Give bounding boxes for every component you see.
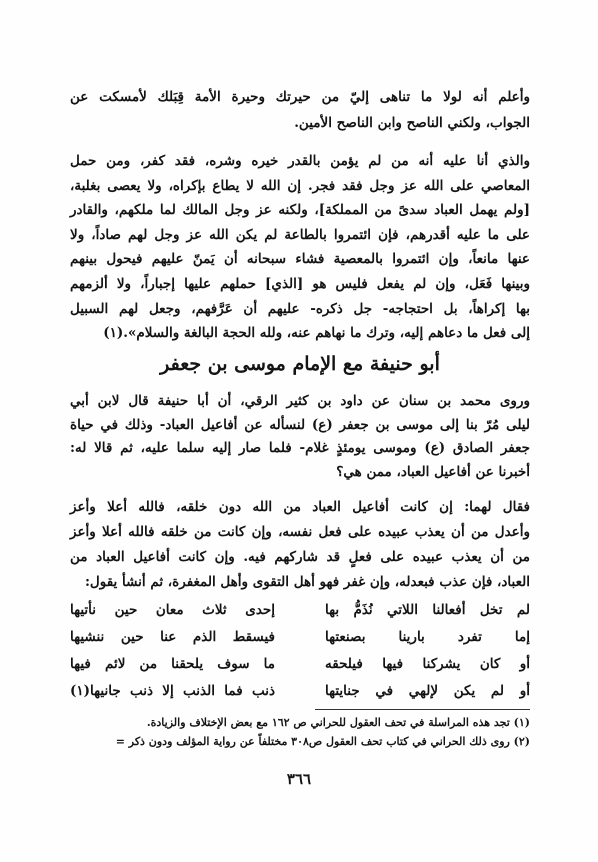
text-line: وبينها فَعَل، وإن لم يفعل فليس هو [الذي] حملهم عليها إجباراً، ولا ألزمهم [70,275,530,292]
text-line: [ولم يهمل العباد سدىً من المملكة]، ولكنه عز وجل المالك لما ملكهم، والقادر [70,202,530,219]
text-line: بها إكراهاً، بل احتجاجه- جل ذكره- عليهم أن عَرَّفهم، وجعل لهم السبيل [70,300,530,317]
text-line: المعاصي على الله عز وجل فقد فجر. إن الله لا يطاع بإكراه، ولا يعصى بغلبة، [70,177,530,194]
paragraph-answer [70,495,530,595]
verse-first-hemistich: أو لم يكن لإلهي في جنايتها [325,683,530,699]
text-line: إلى فعل ما دعاهم إليه، وترك ما نهاهم عنه، ولله الحجة البالغة والسلام».(١) [103,325,530,342]
text-line: عنها مانعاً، وإن ائتمروا بالمعصية فشاء سبحانه أن يَمنّ عليهم فيحول بينهم [70,251,530,268]
text-line: وروى محمد بن سنان عن داود بن كثير الرقي، أن أبا حنيفة قال لابن أبي [70,393,530,409]
text-line: وأعلم أنه لولا ما تناهى إليّ من حيرتك وحيرة الأمة قِبَلك لأمسكت عن [70,89,530,105]
verse-first-hemistich: لم تخل أفعالنا اللاتي نُذَمُّ بها [325,602,530,618]
footnote: (١) تجد هذه المراسلة في تحف العقول للحراني ص ١٦٢ مع بعض الإختلاف والزيادة. [146,716,530,729]
text-line: العباد، فإن عذب فبعدله، وإن غفر فهو أهل التقوى وأهل المغفرة، ثم أنشأ يقول: [84,574,530,590]
verse-second-hemistich: ما سوف يلحقنا من لائم فيها [70,656,275,672]
paragraph-creed [70,149,530,346]
footnotes [60,713,530,751]
footnote-separator [315,709,530,710]
poem-verse [70,597,530,624]
verse-first-hemistich: أو كان يشركنا فيها فيلحقه [325,656,530,672]
verse-second-hemistich: إحدى ثلاث معان حين نأتيها [70,602,275,618]
text-line: جعفر الصادق (ع) وموسى يومئذٍ غلام- فلما صار إليه سلما عليه، ثم قالا له: [70,440,530,456]
verse-second-hemistich: ذنب فما الذنب إلا ذنب جانيها(١) [70,683,275,699]
verse-second-hemistich: فيسقط الذم عنا حين ننشيها [70,629,275,645]
poem-verse [70,678,530,705]
text-line: ليلى مُرّ بنا إلى موسى بن جعفر (ع) لنسأله عن أفاعيل العباد- وذلك في حياة [70,416,530,433]
text-line: من أن يعذب عبيده على فعلٍ قد شاركهم فيه. وإن كانت أفاعيل العباد من [70,549,530,565]
text-line: والذي أنا عليه أنه من لم يؤمن بالقدر خيره وشره، فقد كفر، ومن حمل [70,153,530,169]
text-line: أخبرنا عن أفاعيل العباد، ممن هي؟ [336,463,530,480]
text-line: على ما عليه أقدرهم، فإن ائتمروا بالطاعة لم يكن الله عز وجل لهم صاداً، ولا [70,226,530,243]
footnote: (٢) روى ذلك الحراني في كتاب تحف العقول ص٣٠٨ مختلفاً عن رواية المؤلف ودون ذكر = [115,735,530,748]
poem-verse [70,624,530,651]
verse-first-hemistich: إما تفرد بارينا بصنعتها [325,629,530,645]
text-line: فقال لهما: إن كانت أفاعيل العباد من الله دون خلقه، فالله أعلا وأعز [70,499,530,515]
poem [70,597,530,705]
section-heading: أبو حنيفة مع الإمام موسى بن جعفر [160,353,440,375]
poem-verse [70,651,530,678]
paragraph-letter-end [70,84,530,136]
paragraph-narration [70,390,530,484]
page-number: ٣٦٦ [286,770,312,788]
text-line: وأعدل من أن يعذب عبيده على فعل نفسه، وإن كانت من خلقه فالله أعلا وأعز [70,524,530,540]
text-line: الجواب، ولكني الناصح وابن الناصح الأمين. [294,115,530,131]
